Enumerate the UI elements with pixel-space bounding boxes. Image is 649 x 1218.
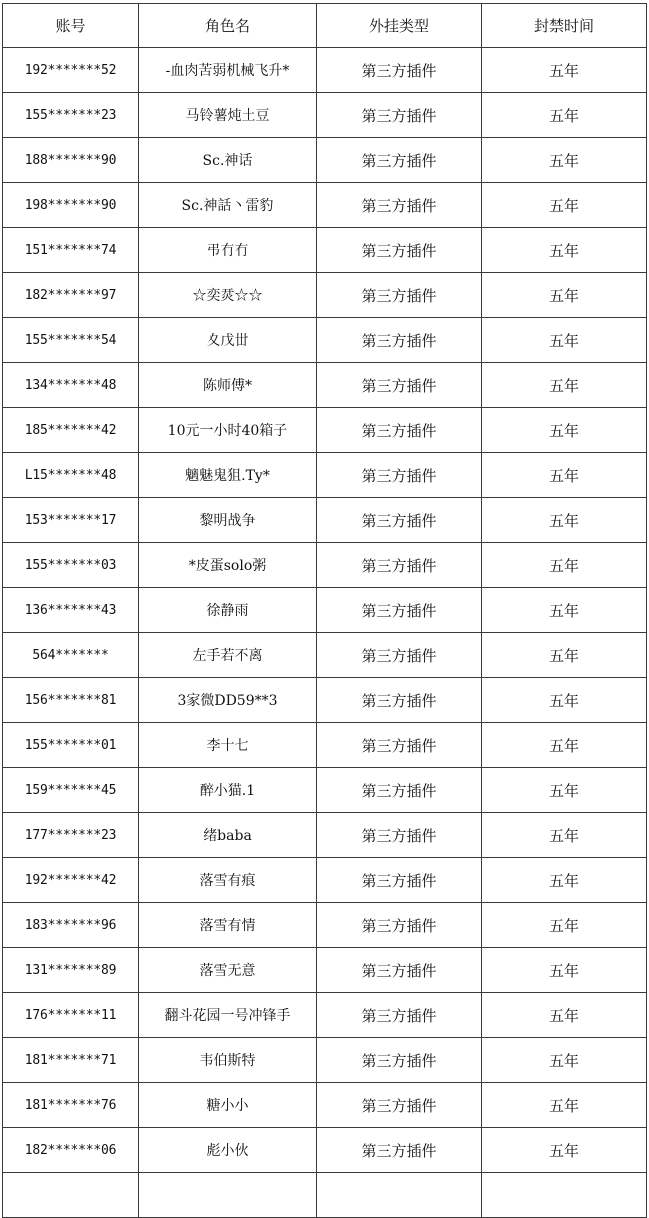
cell-cheat-type: 第三方插件 — [317, 858, 482, 903]
cell-account: L15*******48 — [3, 453, 139, 498]
cell-ban-duration: 五年 — [482, 48, 647, 93]
cell-account: 156*******81 — [3, 678, 139, 723]
cell-ban-duration: 五年 — [482, 93, 647, 138]
cell-role-name: 落雪无意 — [139, 948, 317, 993]
cell-role-name: 左手若不离 — [139, 633, 317, 678]
cell-account: 155*******54 — [3, 318, 139, 363]
cell-ban-duration: 五年 — [482, 498, 647, 543]
cell-role-name: 翻斗花园一号冲锋手 — [139, 993, 317, 1038]
table-row — [3, 183, 647, 228]
cell-role-name: 绪baba — [139, 813, 317, 858]
cell-cheat-type: 第三方插件 — [317, 363, 482, 408]
cell-cheat-type: 第三方插件 — [317, 588, 482, 633]
cell-cheat-type: 第三方插件 — [317, 183, 482, 228]
cell-ban-duration: 五年 — [482, 633, 647, 678]
table-row — [3, 48, 647, 93]
cell-cheat-type: 第三方插件 — [317, 1128, 482, 1173]
cell-cheat-type: 第三方插件 — [317, 408, 482, 453]
header-account: 账号 — [3, 4, 139, 48]
cell-cheat-type: 第三方插件 — [317, 48, 482, 93]
cell-cheat-type: 第三方插件 — [317, 993, 482, 1038]
table-row — [3, 1128, 647, 1173]
cell-ban-duration: 五年 — [482, 363, 647, 408]
cell-account: 185*******42 — [3, 408, 139, 453]
cell-ban-duration: 五年 — [482, 768, 647, 813]
table-row — [3, 1038, 647, 1083]
cell-ban-duration: 五年 — [482, 543, 647, 588]
table-row — [3, 93, 647, 138]
table-row — [3, 318, 647, 363]
cell-role-name: 陈师傅* — [139, 363, 317, 408]
cell-account: 188*******90 — [3, 138, 139, 183]
table-row — [3, 678, 647, 723]
cell-role-name: 彪小伙 — [139, 1128, 317, 1173]
cell-cheat-type: 第三方插件 — [317, 768, 482, 813]
cell-cheat-type: 第三方插件 — [317, 93, 482, 138]
cell-account: 182*******97 — [3, 273, 139, 318]
cell-role-name: 马铃薯炖土豆 — [139, 93, 317, 138]
table-row — [3, 588, 647, 633]
table-row — [3, 273, 647, 318]
cell-role-name: 徐静雨 — [139, 588, 317, 633]
cell-role-name: ☆奕烎☆☆ — [139, 273, 317, 318]
cell-account: 183*******96 — [3, 903, 139, 948]
cell-cheat-type: 第三方插件 — [317, 1038, 482, 1083]
cell-ban-duration: 五年 — [482, 228, 647, 273]
cell-account: 198*******90 — [3, 183, 139, 228]
cell-account: 151*******74 — [3, 228, 139, 273]
cell-account: 182*******06 — [3, 1128, 139, 1173]
cell-role-name: 醉小猫.1 — [139, 768, 317, 813]
cell-ban-duration: 五年 — [482, 813, 647, 858]
cell-account: 134*******48 — [3, 363, 139, 408]
cell-role-name: 10元一小时40箱子 — [139, 408, 317, 453]
cell-account: 159*******45 — [3, 768, 139, 813]
cell-cheat-type: 第三方插件 — [317, 138, 482, 183]
cell-account: 155*******01 — [3, 723, 139, 768]
cell-empty — [317, 1173, 482, 1218]
table-row — [3, 948, 647, 993]
cell-role-name: 糖小小 — [139, 1083, 317, 1128]
cell-role-name: -血肉苦弱机械飞升* — [139, 48, 317, 93]
cell-ban-duration: 五年 — [482, 453, 647, 498]
cell-role-name: 落雪有情 — [139, 903, 317, 948]
cell-empty — [482, 1173, 647, 1218]
cell-ban-duration: 五年 — [482, 948, 647, 993]
table-row — [3, 768, 647, 813]
cell-account: 176*******11 — [3, 993, 139, 1038]
cell-role-name: Sc.神話丶雷豹 — [139, 183, 317, 228]
cell-account: 136*******43 — [3, 588, 139, 633]
cell-ban-duration: 五年 — [482, 678, 647, 723]
cell-role-name: 弔冇冇 — [139, 228, 317, 273]
cell-account: 177*******23 — [3, 813, 139, 858]
cell-cheat-type: 第三方插件 — [317, 903, 482, 948]
cell-cheat-type: 第三方插件 — [317, 453, 482, 498]
table-row — [3, 453, 647, 498]
cell-ban-duration: 五年 — [482, 1083, 647, 1128]
table-row — [3, 363, 647, 408]
cell-cheat-type: 第三方插件 — [317, 543, 482, 588]
table-row — [3, 543, 647, 588]
cell-role-name: 夊戊丗 — [139, 318, 317, 363]
cell-role-name: 3家微DD59**3 — [139, 678, 317, 723]
cell-ban-duration: 五年 — [482, 183, 647, 228]
cell-cheat-type: 第三方插件 — [317, 633, 482, 678]
table-row — [3, 903, 647, 948]
table-row-partial — [3, 1173, 647, 1218]
cell-ban-duration: 五年 — [482, 588, 647, 633]
cell-ban-duration: 五年 — [482, 903, 647, 948]
cell-account: 153*******17 — [3, 498, 139, 543]
cell-cheat-type: 第三方插件 — [317, 813, 482, 858]
header-row — [3, 4, 647, 48]
cell-account: 192*******42 — [3, 858, 139, 903]
cell-ban-duration: 五年 — [482, 318, 647, 363]
cell-cheat-type: 第三方插件 — [317, 273, 482, 318]
table-row — [3, 723, 647, 768]
cell-account: 192*******52 — [3, 48, 139, 93]
table-header — [3, 4, 647, 48]
header-ban-duration: 封禁时间 — [482, 4, 647, 48]
cell-cheat-type: 第三方插件 — [317, 228, 482, 273]
table-body — [3, 48, 647, 1218]
cell-role-name: 落雪有痕 — [139, 858, 317, 903]
table-row — [3, 813, 647, 858]
cell-account: 181*******76 — [3, 1083, 139, 1128]
cell-account: 181*******71 — [3, 1038, 139, 1083]
table-row — [3, 993, 647, 1038]
header-role-name: 角色名 — [139, 4, 317, 48]
cell-role-name: 黎明战争 — [139, 498, 317, 543]
cell-account: 131*******89 — [3, 948, 139, 993]
cell-role-name: Sc.神话 — [139, 138, 317, 183]
cell-cheat-type: 第三方插件 — [317, 678, 482, 723]
cell-cheat-type: 第三方插件 — [317, 318, 482, 363]
cell-cheat-type: 第三方插件 — [317, 723, 482, 768]
cell-account: 155*******23 — [3, 93, 139, 138]
table-row — [3, 633, 647, 678]
cell-empty — [3, 1173, 139, 1218]
cell-ban-duration: 五年 — [482, 1128, 647, 1173]
cell-ban-duration: 五年 — [482, 858, 647, 903]
cell-cheat-type: 第三方插件 — [317, 948, 482, 993]
cell-ban-duration: 五年 — [482, 723, 647, 768]
table-row — [3, 498, 647, 543]
cell-cheat-type: 第三方插件 — [317, 1083, 482, 1128]
cell-ban-duration: 五年 — [482, 1038, 647, 1083]
cell-ban-duration: 五年 — [482, 273, 647, 318]
cell-role-name: 李十七 — [139, 723, 317, 768]
table-row — [3, 228, 647, 273]
cell-account: 564******* — [3, 633, 139, 678]
table-row — [3, 1083, 647, 1128]
cell-role-name: *皮蛋solo粥 — [139, 543, 317, 588]
cell-empty — [139, 1173, 317, 1218]
cell-ban-duration: 五年 — [482, 408, 647, 453]
cell-ban-duration: 五年 — [482, 138, 647, 183]
cell-role-name: 魑魅鬼狙.Ty* — [139, 453, 317, 498]
table-row — [3, 138, 647, 183]
table-row — [3, 858, 647, 903]
cell-cheat-type: 第三方插件 — [317, 498, 482, 543]
cell-role-name: 韦伯斯特 — [139, 1038, 317, 1083]
ban-list-table — [2, 3, 647, 1218]
header-cheat-type: 外挂类型 — [317, 4, 482, 48]
cell-account: 155*******03 — [3, 543, 139, 588]
table-row — [3, 408, 647, 453]
cell-ban-duration: 五年 — [482, 993, 647, 1038]
